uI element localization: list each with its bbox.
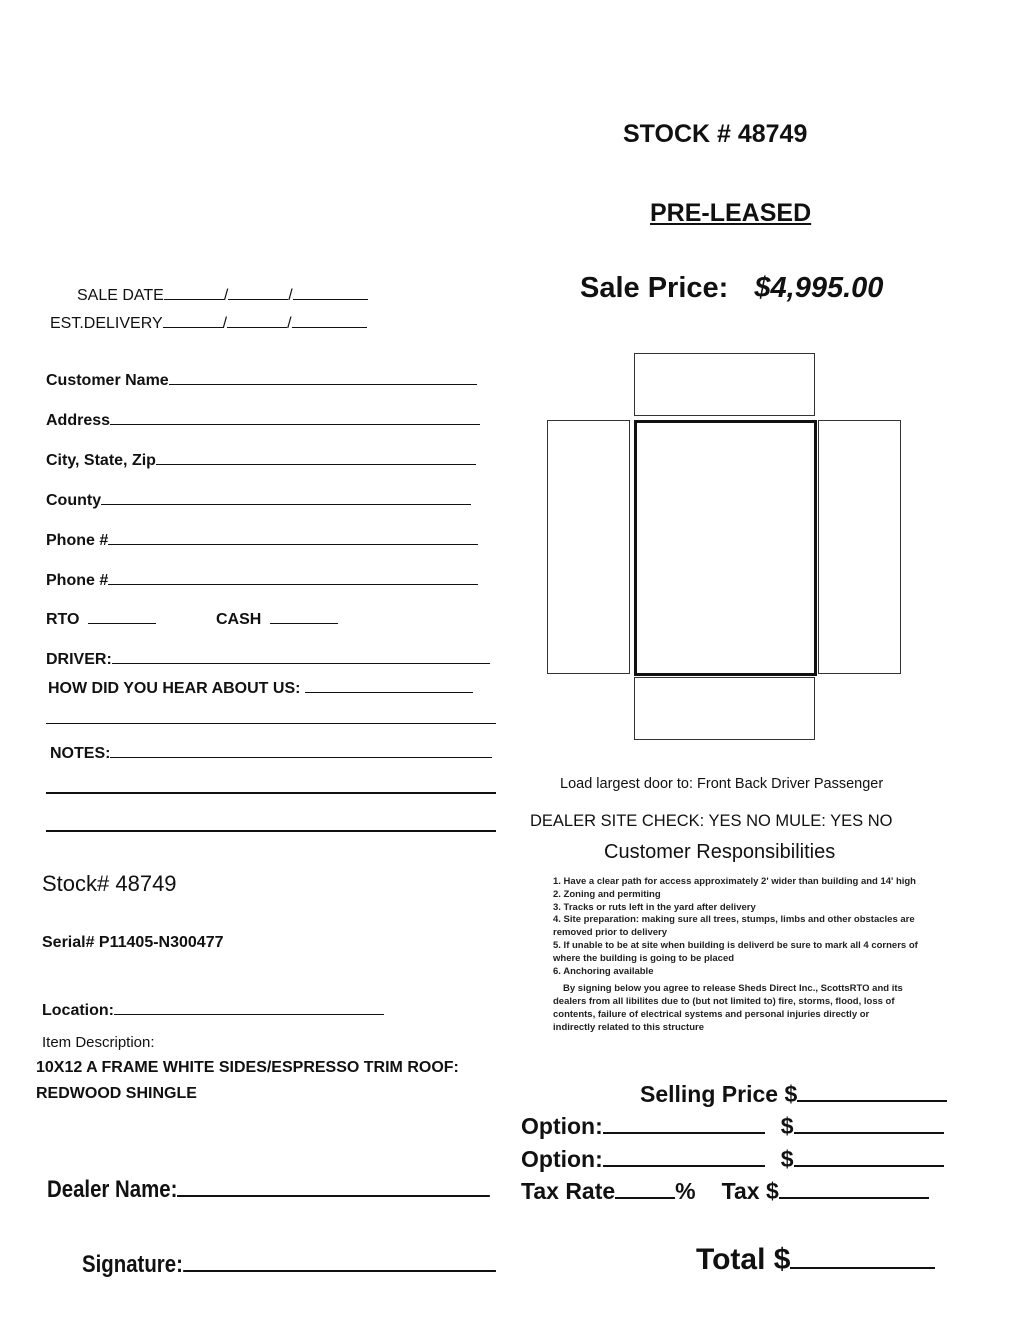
responsibilities-list bbox=[553, 876, 933, 1035]
dollar: $ bbox=[780, 1113, 794, 1139]
rto-field[interactable] bbox=[46, 609, 156, 629]
building-footprint bbox=[634, 420, 817, 676]
dollar: $ bbox=[780, 1146, 794, 1172]
dealer-name-field[interactable] bbox=[47, 1175, 490, 1204]
tax-field[interactable] bbox=[521, 1177, 929, 1205]
back-panel bbox=[634, 677, 815, 740]
label: City, State, Zip bbox=[46, 452, 156, 469]
label: Signature: bbox=[82, 1251, 183, 1278]
label: CASH bbox=[216, 611, 262, 628]
label: EST.DELIVERY bbox=[50, 315, 163, 332]
customer-name-field[interactable] bbox=[46, 370, 477, 390]
item-description-line1: 10X12 A FRAME WHITE SIDES/ESPRESSO TRIM ROOF: bbox=[36, 1059, 459, 1076]
option-field-1[interactable] bbox=[521, 1112, 944, 1140]
selling-price-field[interactable] bbox=[640, 1080, 947, 1108]
cash-field[interactable] bbox=[216, 609, 338, 629]
item-description-line2: REDWOOD SHINGLE bbox=[36, 1085, 197, 1102]
label: DRIVER: bbox=[46, 651, 112, 668]
stock-heading: STOCK # 48749 bbox=[623, 120, 808, 148]
list-item: 4. Site preparation: making sure all trees, stumps, limbs and other obstacles are removed prior to delivery bbox=[553, 914, 915, 939]
front-panel bbox=[634, 353, 815, 416]
sale-price bbox=[580, 272, 883, 305]
responsibilities-title: Customer Responsibilities bbox=[604, 841, 836, 863]
signature-field[interactable] bbox=[82, 1250, 496, 1279]
label: Option: bbox=[521, 1113, 603, 1139]
address-field[interactable] bbox=[46, 410, 480, 430]
location-field[interactable] bbox=[42, 1000, 384, 1020]
sep: / bbox=[288, 287, 293, 304]
list-item: 3. Tracks or ruts left in the yard after delivery bbox=[553, 901, 756, 913]
label: Location: bbox=[42, 1002, 114, 1019]
list-item: 5. If unable to be at site when building is deliverd be sure to mark all 4 corners of where the building is going to be placed bbox=[553, 939, 918, 964]
left-panel bbox=[547, 420, 630, 674]
item-description-label: Item Description: bbox=[42, 1034, 155, 1051]
sep: / bbox=[223, 287, 229, 304]
hear-about-field[interactable] bbox=[48, 678, 473, 698]
est-delivery-field[interactable] bbox=[50, 313, 367, 333]
label: Phone # bbox=[46, 532, 109, 549]
list-item: 2. Zoning and permiting bbox=[553, 888, 661, 900]
tax-label: Tax bbox=[721, 1178, 760, 1204]
sep: / bbox=[287, 315, 292, 332]
sep: / bbox=[222, 315, 228, 332]
release-text: By signing below you agree to release Sheds Direct Inc., ScottsRTO and its dealers from all libilites due to (but not limited to) fire, storms, flood, loss of contents, failure of electrical systems and personal injuries directly or indirectly related to this structure bbox=[553, 983, 903, 1033]
sale-price-label: Sale Price: bbox=[580, 272, 729, 304]
label: Tax Rate bbox=[521, 1178, 616, 1204]
notes-line[interactable] bbox=[46, 830, 496, 832]
label: SALE DATE bbox=[77, 287, 164, 304]
serial-number: Serial# P11405-N300477 bbox=[42, 934, 224, 951]
label: Customer Name bbox=[46, 372, 169, 389]
label: HOW DID YOU HEAR ABOUT US: bbox=[48, 680, 301, 697]
load-door-options: Load largest door to: Front Back Driver Passenger bbox=[560, 776, 884, 792]
label: Dealer Name: bbox=[47, 1176, 178, 1203]
dollar: $ bbox=[765, 1178, 779, 1204]
sale-date-field[interactable] bbox=[77, 285, 368, 305]
list-item: 6. Anchoring available bbox=[553, 965, 654, 977]
right-panel bbox=[818, 420, 901, 674]
dollar: $ bbox=[773, 1243, 791, 1276]
percent: % bbox=[675, 1178, 696, 1204]
sale-price-value: $4,995.00 bbox=[754, 272, 884, 304]
phone-field-2[interactable] bbox=[46, 570, 478, 590]
driver-field[interactable] bbox=[46, 649, 490, 669]
dealer-site-check: DEALER SITE CHECK: YES NO MULE: YES NO bbox=[530, 812, 893, 830]
option-field-2[interactable] bbox=[521, 1145, 944, 1173]
dollar: $ bbox=[784, 1081, 798, 1107]
blank-line[interactable] bbox=[46, 723, 496, 724]
label: RTO bbox=[46, 611, 80, 628]
item-stock: Stock# 48749 bbox=[42, 871, 177, 896]
label: County bbox=[46, 492, 102, 509]
phone-field-1[interactable] bbox=[46, 530, 478, 550]
notes-field[interactable] bbox=[50, 743, 492, 763]
total-field[interactable] bbox=[696, 1241, 935, 1277]
label: NOTES: bbox=[50, 745, 111, 762]
label: Total bbox=[696, 1243, 766, 1276]
label: Phone # bbox=[46, 572, 109, 589]
county-field[interactable] bbox=[46, 490, 471, 510]
city-state-zip-field[interactable] bbox=[46, 450, 476, 470]
notes-line[interactable] bbox=[46, 792, 496, 794]
label: Selling Price bbox=[640, 1081, 779, 1107]
label: Address bbox=[46, 412, 111, 429]
list-item: 1. Have a clear path for access approximately 2' wider than building and 14' high bbox=[553, 876, 916, 887]
label: Option: bbox=[521, 1146, 603, 1172]
status-heading: PRE-LEASED bbox=[650, 199, 812, 227]
